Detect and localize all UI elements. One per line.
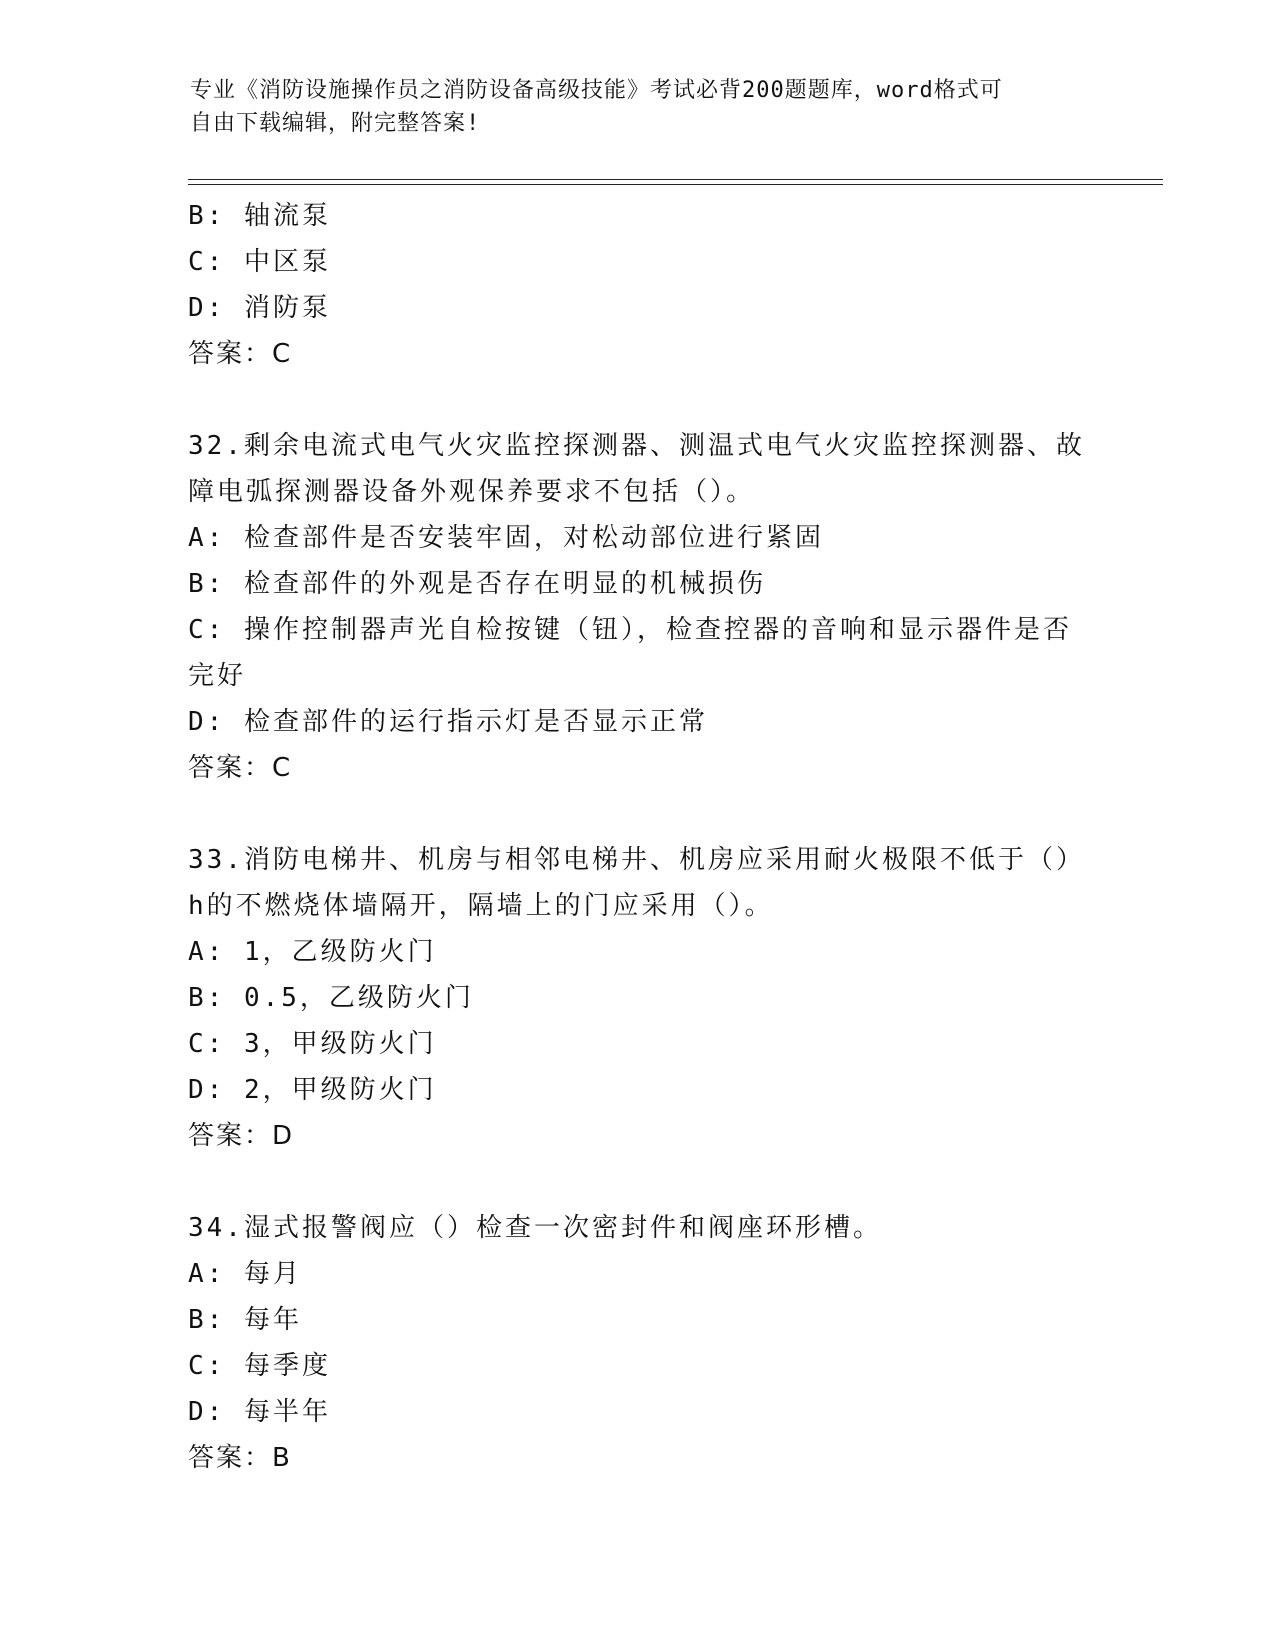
option-a: A: 检查部件是否安装牢固，对松动部位进行紧固 bbox=[188, 523, 824, 553]
option-a: A: 1，乙级防火门 bbox=[188, 937, 437, 967]
answer-label: 答案：D bbox=[188, 1121, 295, 1151]
option-b: B: 轴流泵 bbox=[188, 201, 331, 231]
question-stem-line: 32.剩余电流式电气火灾监控探测器、测温式电气火灾监控探测器、故 bbox=[188, 431, 1085, 461]
option-c: C: 中区泵 bbox=[188, 247, 331, 277]
question-stem-line: 障电弧探测器设备外观保养要求不包括（）。 bbox=[188, 477, 756, 507]
header-line-2: 自由下载编辑，附完整答案! bbox=[190, 111, 481, 136]
option-b: B: 每年 bbox=[188, 1305, 302, 1335]
answer-label: 答案：C bbox=[188, 753, 293, 783]
option-b: B: 检查部件的外观是否存在明显的机械损伤 bbox=[188, 569, 766, 599]
option-d: D: 2，甲级防火门 bbox=[188, 1075, 437, 1105]
option-c: C: 操作控制器声光自检按键（钮），检查控器的音响和显示器件是否 bbox=[188, 615, 1072, 645]
question-32-block bbox=[188, 423, 1088, 791]
question-stem-line: h的不燃烧体墙隔开，隔墙上的门应采用（）。 bbox=[188, 891, 774, 921]
question-31-block bbox=[188, 193, 1088, 377]
question-33-block bbox=[188, 837, 1088, 1159]
option-d: D: 每半年 bbox=[188, 1397, 331, 1427]
answer-label: 答案：C bbox=[188, 339, 293, 369]
question-34-block bbox=[188, 1205, 1088, 1481]
question-stem-line: 34.湿式报警阀应（）检查一次密封件和阀座环形槽。 bbox=[188, 1213, 882, 1243]
header-divider-top bbox=[188, 179, 1163, 180]
header-divider-bottom bbox=[188, 184, 1163, 185]
option-c: C: 每季度 bbox=[188, 1351, 331, 1381]
option-c-continued: 完好 bbox=[188, 661, 247, 691]
option-c: C: 3，甲级防火门 bbox=[188, 1029, 437, 1059]
question-stem-line: 33.消防电梯井、机房与相邻电梯井、机房应采用耐火极限不低于（） bbox=[188, 845, 1085, 875]
spacer bbox=[188, 377, 1088, 423]
option-a: A: 每月 bbox=[188, 1259, 302, 1289]
option-b: B: 0.5，乙级防火门 bbox=[188, 983, 474, 1013]
spacer bbox=[188, 1159, 1088, 1205]
header-line-1: 专业《消防设施操作员之消防设备高级技能》考试必背200题题库，word格式可 bbox=[190, 78, 1003, 103]
spacer bbox=[188, 791, 1088, 837]
question-content bbox=[188, 193, 1088, 1481]
option-d: D: 消防泵 bbox=[188, 293, 331, 323]
answer-label: 答案：B bbox=[188, 1443, 292, 1473]
document-header bbox=[190, 74, 1080, 140]
option-d: D: 检查部件的运行指示灯是否显示正常 bbox=[188, 707, 708, 737]
